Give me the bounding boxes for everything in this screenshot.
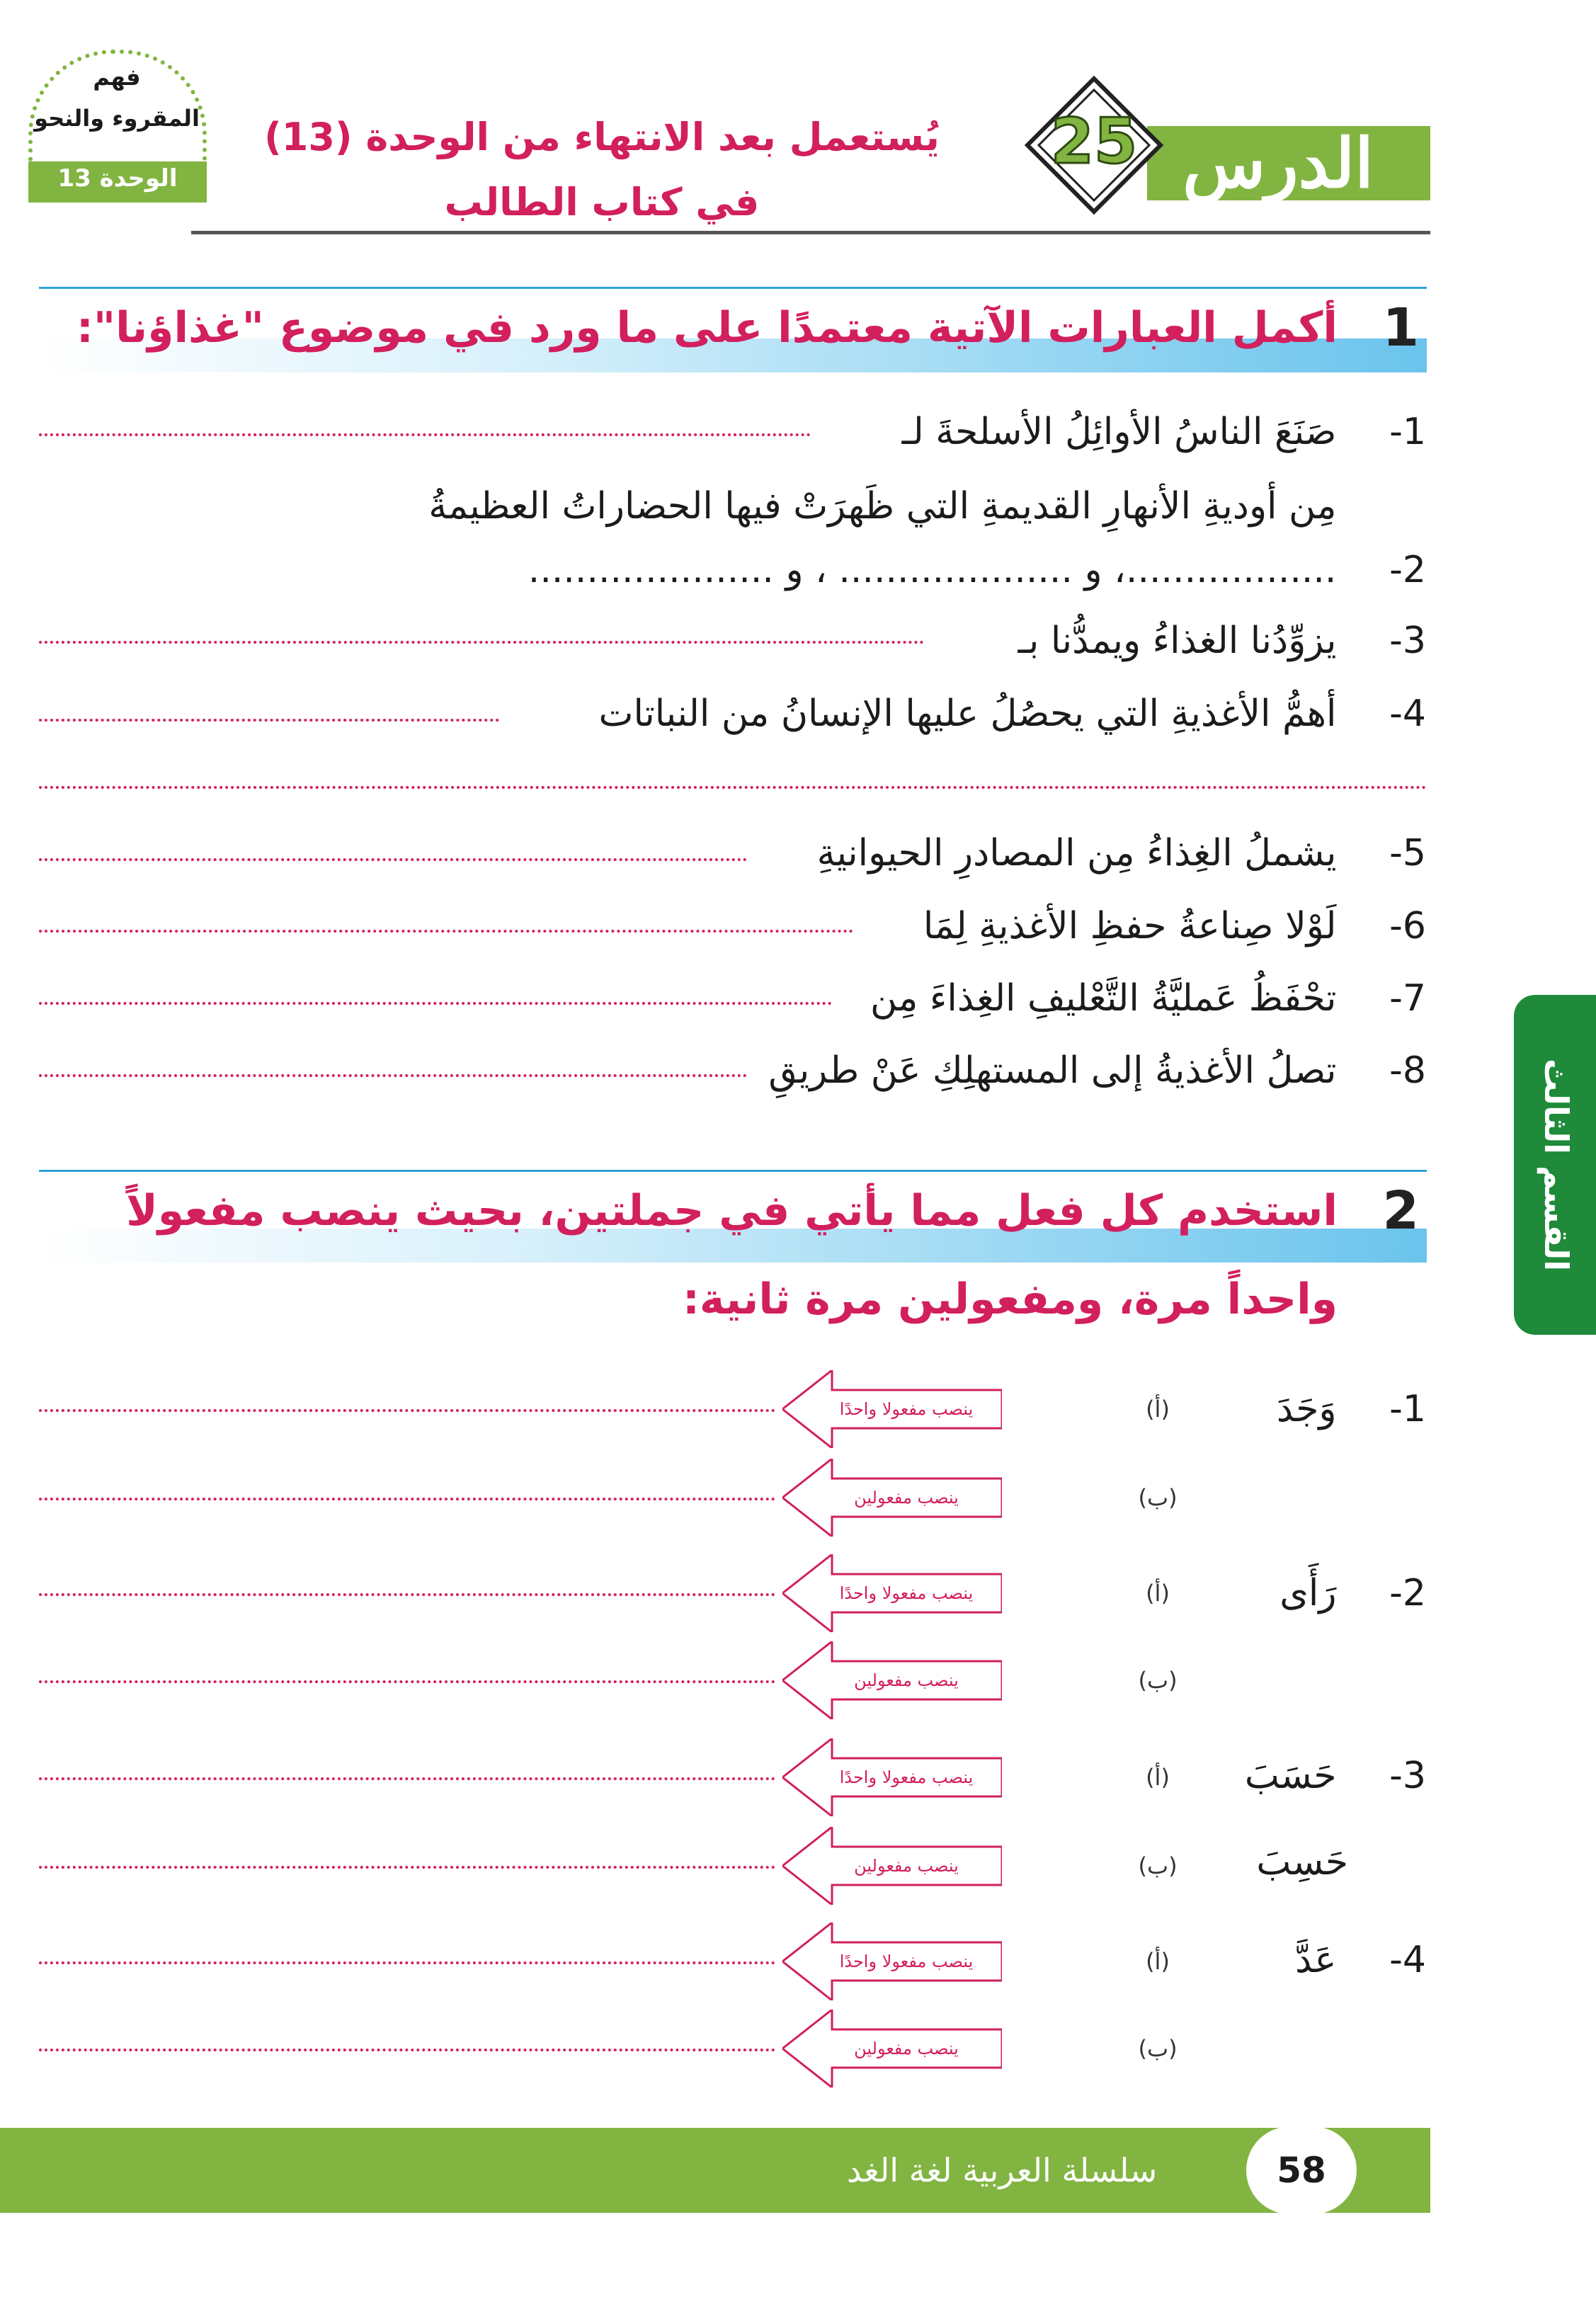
verb-number: 4-: [1389, 1939, 1426, 1981]
answer-line[interactable]: [39, 2049, 775, 2051]
exercise1-item-3: [1018, 613, 1426, 669]
item-text: صَنَعَ الناسُ الأوائِلُ الأسلحةَ لـ: [901, 411, 1337, 453]
item-text: مِن أوديةِ الأنهارِ القديمةِ التي ظَهرَتْ فيها الحضاراتُ العظيمةُ ..................، و .................... ، و .....................: [428, 485, 1337, 591]
arrow-label-one-object: ينصب مفعولا واحدًا: [839, 1952, 974, 1971]
answer-line[interactable]: [39, 1961, 775, 1964]
header-divider: [191, 231, 1430, 234]
item-number: 1-: [1389, 411, 1426, 453]
answer-line[interactable]: [39, 1866, 775, 1869]
item-number: 6-: [1389, 905, 1426, 947]
verb-text: عَدَّ: [1295, 1939, 1337, 1981]
verb-row-1: [1277, 1381, 1426, 1437]
sub-label-a: (أ): [1146, 1580, 1170, 1607]
answer-line[interactable]: [39, 1409, 775, 1412]
sub-label-a: (أ): [1146, 1764, 1170, 1791]
arrow-label-one-object: ينصب مفعولا واحدًا: [839, 1399, 974, 1419]
item-text: يزوِّدُنا الغذاءُ ويمدُّنا بـ: [1018, 620, 1337, 662]
sub-label-b: (ب): [1138, 2035, 1178, 2062]
exercise1-item-7: [870, 970, 1426, 1027]
exercise1-item-2: [239, 474, 1426, 602]
arrow-label-two-objects: ينصب مفعولين: [854, 1856, 959, 1876]
answer-line-3[interactable]: [39, 641, 924, 644]
item-text: يشملُ الغِذاءُ مِن المصادرِ الحيوانيةِ: [816, 832, 1337, 875]
exercise1-title: أكمل العبارات الآتية معتمدًا على ما ورد في موضوع "غذاؤنا":: [76, 303, 1338, 353]
item-number: 4-: [1389, 693, 1426, 735]
item-number: 7-: [1389, 977, 1426, 1020]
exercise1-item-5: [817, 825, 1426, 882]
item-text: تحْفَظُ عَمليَّةُ التَّعْليفِ الغِذاءَ مِن: [870, 977, 1337, 1020]
verb-row-4: [1295, 1932, 1426, 1988]
verb-text: رَأَى: [1279, 1572, 1337, 1614]
lesson-word: الدرس: [1182, 123, 1374, 203]
item-number: 5-: [1389, 832, 1426, 875]
badge-unit-label: الوحدة 13: [57, 164, 178, 193]
exercise1-item-4: [599, 685, 1426, 742]
answer-line[interactable]: [39, 1593, 775, 1596]
arrow-label-one-object: ينصب مفعولا واحدًا: [839, 1767, 974, 1787]
sub-label-a: (أ): [1146, 1948, 1170, 1975]
exercise1-item-6: [923, 898, 1426, 955]
exercise1-item-1: [902, 404, 1426, 460]
answer-line-6[interactable]: [39, 930, 853, 933]
exercise2-top-line: [39, 1170, 1427, 1172]
answer-line-7[interactable]: [39, 1002, 832, 1005]
lesson-instruction-line-2: في كتاب الطالب: [444, 180, 760, 224]
answer-line-4b[interactable]: [39, 786, 1427, 789]
arrow-label-two-objects: ينصب مفعولين: [854, 1670, 959, 1690]
verb-row-3b: [1256, 1834, 1348, 1891]
verb-number: 1-: [1389, 1388, 1426, 1430]
lesson-instruction: [234, 105, 970, 235]
answer-line-5[interactable]: [39, 858, 747, 861]
answer-line-1[interactable]: [39, 433, 811, 436]
arrow-label-one-object: ينصب مفعولا واحدًا: [839, 1583, 974, 1603]
arrow-label-two-objects: ينصب مفعولين: [854, 1488, 959, 1508]
sub-label-b: (ب): [1138, 1484, 1178, 1511]
section-tab-label: القسم الثالث: [1537, 1058, 1575, 1272]
series-title: سلسلة العربية لغة الغد: [846, 2151, 1158, 2189]
lesson-instruction-line-1: يُستعمل بعد الانتهاء من الوحدة (13): [264, 115, 940, 159]
answer-line[interactable]: [39, 1680, 775, 1683]
verb-row-3: [1245, 1748, 1426, 1804]
item-text: لَوْلا صِناعةُ حفظِ الأغذيةِ لِمَا: [923, 905, 1337, 947]
verb-number: 2-: [1389, 1572, 1426, 1614]
verb-text-alt: حَسِبَ: [1256, 1841, 1348, 1884]
lesson-number: 25: [1050, 105, 1138, 178]
item-number: 8-: [1389, 1049, 1426, 1092]
badge-line-1: فهم: [93, 64, 141, 91]
exercise1-top-line: [39, 287, 1427, 289]
answer-line-8[interactable]: [39, 1074, 747, 1077]
exercise1-item-8: [768, 1042, 1426, 1099]
sub-label-b: (ب): [1138, 1667, 1178, 1694]
exercise2-title-line-2: واحداً مرة، ومفعولين مرة ثانية:: [682, 1275, 1338, 1324]
verb-number: 3-: [1389, 1755, 1426, 1797]
exercise2-title-line-1: استخدم كل فعل مما يأتي في جملتين، بحيث ينصب مفعولاً: [126, 1186, 1338, 1236]
exercise1-number: 1: [1382, 297, 1419, 358]
page-number: 58: [1277, 2150, 1326, 2191]
verb-text: وَجَدَ: [1276, 1388, 1337, 1430]
item-number: 2-: [1389, 549, 1426, 591]
answer-line[interactable]: [39, 1498, 775, 1500]
answer-line-4a[interactable]: [39, 719, 499, 722]
badge-line-2: المقروء والنحو: [34, 105, 200, 132]
item-text: أهمُّ الأغذيةِ التي يحصُلُ عليها الإنسانُ من النباتات: [598, 693, 1337, 735]
arrow-label-two-objects: ينصب مفعولين: [854, 2039, 959, 2058]
exercise2-number: 2: [1382, 1180, 1419, 1241]
verb-text: حَسَبَ: [1244, 1755, 1337, 1797]
item-text: تصلُ الأغذيةُ إلى المستهلِكِ عَنْ طريقِ: [768, 1049, 1337, 1092]
sub-label-a: (أ): [1146, 1396, 1170, 1423]
verb-row-2: [1279, 1565, 1426, 1622]
answer-line[interactable]: [39, 1777, 775, 1780]
sub-label-b: (ب): [1138, 1852, 1178, 1879]
item-number: 3-: [1389, 620, 1426, 662]
